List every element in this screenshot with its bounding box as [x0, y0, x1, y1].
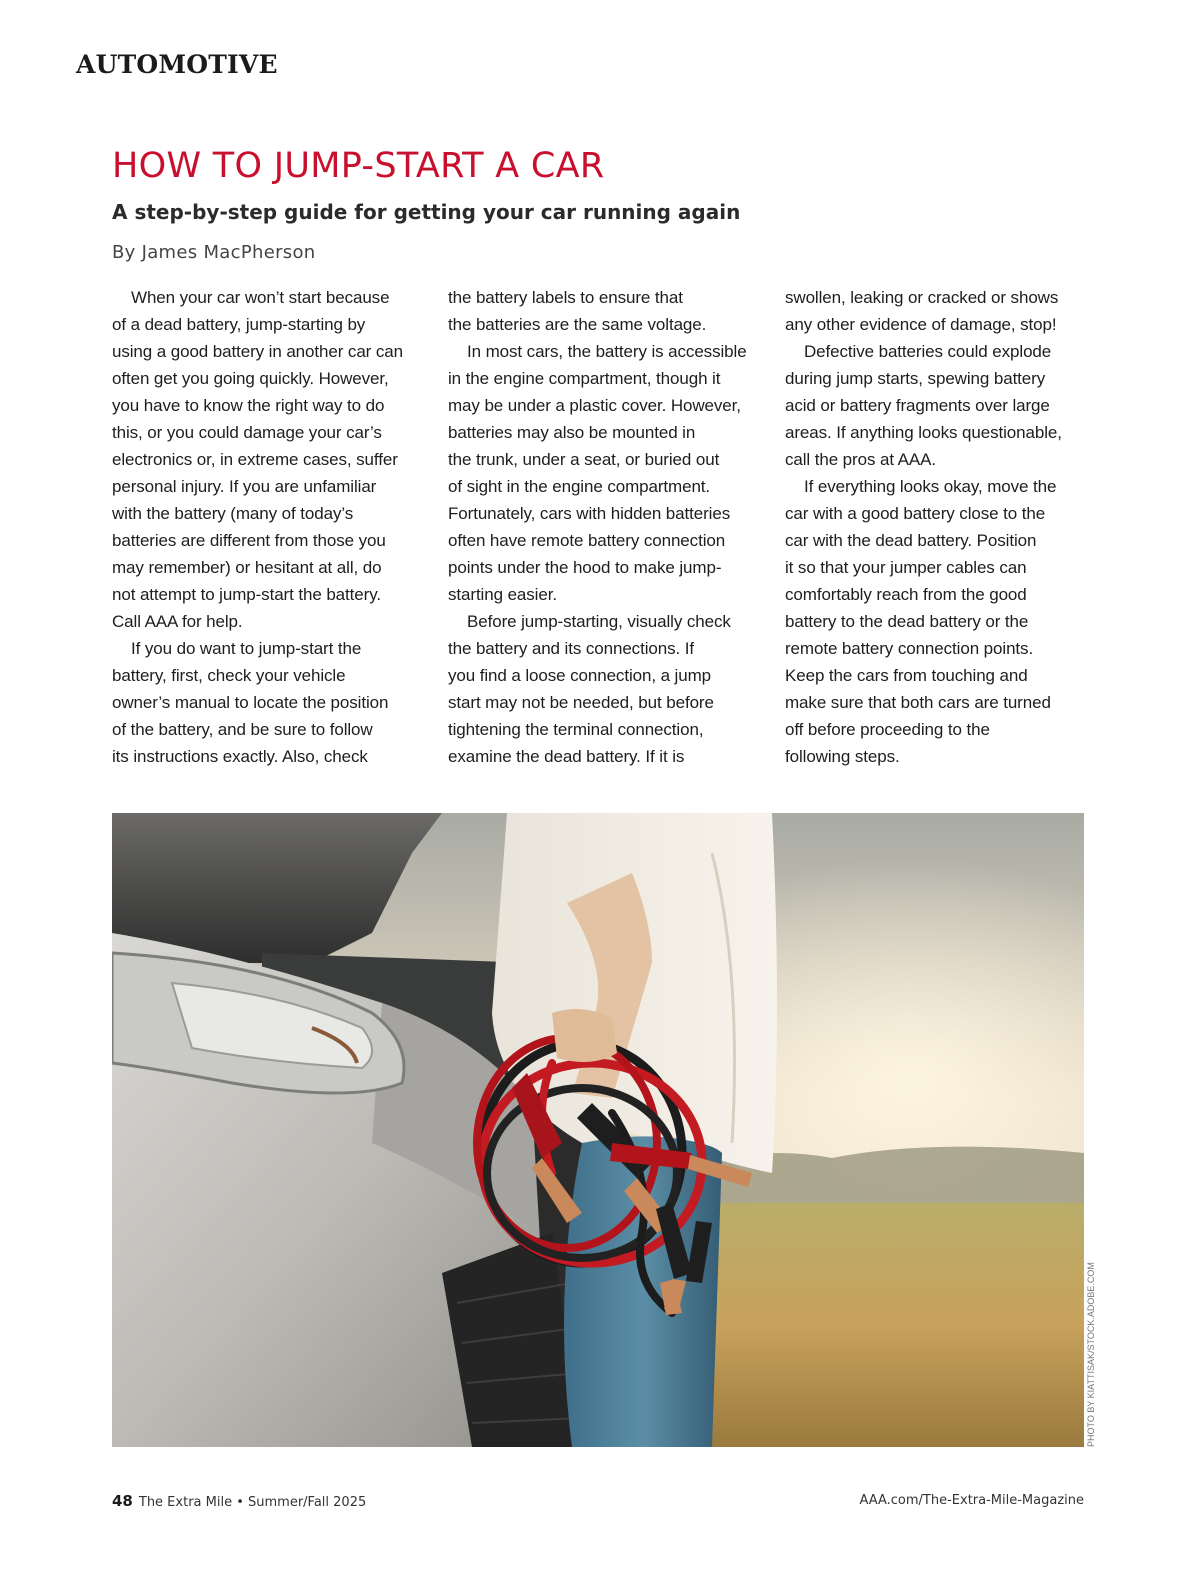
article-column-2 — [448, 284, 758, 770]
text-line: start may not be needed, but before — [448, 693, 714, 712]
text-line: often get you going quickly. However, — [112, 369, 389, 388]
text-line: Defective batteries could explode — [804, 342, 1052, 361]
text-line: personal injury. If you are unfamiliar — [112, 477, 377, 496]
section-label: AUTOMOTIVE — [76, 50, 278, 79]
text-line: in the engine compartment, though it — [448, 369, 721, 388]
text-line: its instructions exactly. Also, check — [112, 747, 368, 766]
text-line: make sure that both cars are turned — [785, 693, 1051, 712]
text-line: of sight in the engine compartment. — [448, 477, 711, 496]
page-number: 48 — [112, 1492, 133, 1510]
byline: By James MacPherson — [112, 242, 316, 263]
text-line: this, or you could damage your car’s — [112, 423, 382, 442]
text-line: comfortably reach from the good — [785, 585, 1027, 604]
text-line: may be under a plastic cover. However, — [448, 396, 741, 415]
text-line: following steps. — [785, 747, 900, 766]
text-line: If everything looks okay, move the — [804, 477, 1057, 496]
text-line: points under the hood to make jump- — [448, 558, 722, 577]
article-column-3 — [785, 284, 1095, 770]
text-line: In most cars, the battery is accessible — [467, 342, 747, 361]
footer-left — [112, 1492, 366, 1510]
text-line: the battery and its connections. If — [448, 639, 694, 658]
text-line: batteries are different from those you — [112, 531, 386, 550]
text-line: tightening the terminal connection, — [448, 720, 704, 739]
text-line: the trunk, under a seat, or buried out — [448, 450, 720, 469]
text-line: swollen, leaking or cracked or shows — [785, 288, 1059, 307]
text-line: the battery labels to ensure that — [448, 288, 683, 307]
text-line: may remember) or hesitant at all, do — [112, 558, 382, 577]
text-line: acid or battery fragments over large — [785, 396, 1050, 415]
text-line: owner’s manual to locate the position — [112, 693, 389, 712]
text-line: electronics or, in extreme cases, suffer — [112, 450, 398, 469]
article-column-1 — [112, 284, 422, 770]
text-line: Before jump-starting, visually check — [467, 612, 731, 631]
text-line: car with a good battery close to the — [785, 504, 1046, 523]
text-line: using a good battery in another car can — [112, 342, 403, 361]
text-line: batteries may also be mounted in — [448, 423, 696, 442]
article-subtitle: A step-by-step guide for getting your car running again — [112, 200, 741, 224]
text-line: remote battery connection points. — [785, 639, 1034, 658]
article-title: HOW TO JUMP-START A CAR — [112, 146, 605, 186]
text-line: not attempt to jump-start the battery. — [112, 585, 381, 604]
text-line: car with the dead battery. Position — [785, 531, 1037, 550]
photo-credit: PHOTO BY KIATTISAK/STOCK.ADOBE.COM — [1086, 1262, 1096, 1447]
text-line: of the battery, and be sure to follow — [112, 720, 373, 739]
text-line: the batteries are the same voltage. — [448, 315, 707, 334]
footer-url[interactable]: AAA.com/The-Extra-Mile-Magazine — [859, 1493, 1084, 1508]
text-line: starting easier. — [448, 585, 557, 604]
text-line: you find a loose connection, a jump — [448, 666, 712, 685]
text-line: often have remote battery connection — [448, 531, 726, 550]
text-line: Keep the cars from touching and — [785, 666, 1028, 685]
text-line: examine the dead battery. If it is — [448, 747, 685, 766]
text-line: off before proceeding to the — [785, 720, 990, 739]
text-line: during jump starts, spewing battery — [785, 369, 1046, 388]
text-line: call the pros at AAA. — [785, 450, 936, 469]
text-line: battery, first, check your vehicle — [112, 666, 346, 685]
text-line: Fortunately, cars with hidden batteries — [448, 504, 731, 523]
text-line: any other evidence of damage, stop! — [785, 315, 1057, 334]
publication-name: The Extra Mile • Summer/Fall 2025 — [138, 1495, 367, 1510]
jump-start-photo-illustration — [112, 813, 1084, 1447]
text-line: Call AAA for help. — [112, 612, 243, 631]
article-photo — [112, 813, 1084, 1447]
text-line: with the battery (many of today’s — [112, 504, 354, 523]
text-line: you have to know the right way to do — [112, 396, 385, 415]
text-line: of a dead battery, jump-starting by — [112, 315, 366, 334]
text-line: If you do want to jump-start the — [131, 639, 362, 658]
text-line: areas. If anything looks questionable, — [785, 423, 1062, 442]
text-line: it so that your jumper cables can — [785, 558, 1027, 577]
text-line: battery to the dead battery or the — [785, 612, 1029, 631]
text-line: When your car won’t start because — [131, 288, 390, 307]
